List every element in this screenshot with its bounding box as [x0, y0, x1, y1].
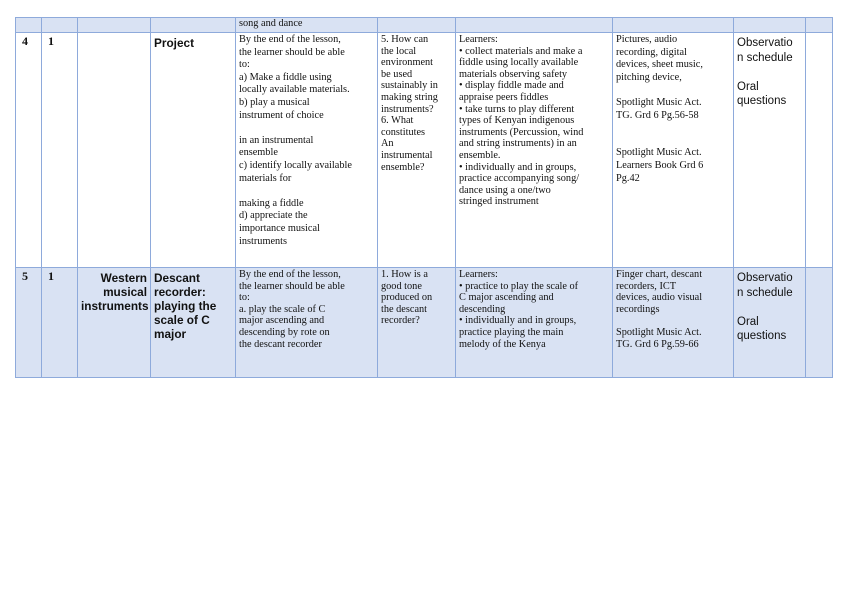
scheme-of-work-table — [15, 17, 833, 378]
outcomes-cell: By the end of the lesson, the learner should be able to: a) Make a fiddle using locally available materials. b) play a musical instrument of choice in an instrumental ensemble c) identify locally available materials for making a fiddle d) appreciate the importance musical instruments — [236, 33, 378, 268]
inquiry-cell: 1. How is a good tone produced on the descant recorder? — [378, 268, 456, 378]
experiences-cell — [456, 18, 613, 33]
resources-cell: Pictures, audio recording, digital devices, sheet music, pitching device, Spotlight Music Act. TG. Grd 6 Pg.56-58 Spotlight Music Act. Learners Book Grd 6 Pg.42 — [613, 33, 734, 268]
lesson-cell: 1 — [42, 268, 78, 378]
lesson-cell: 1 — [42, 33, 78, 268]
assessment-cell: Observatio n schedule Oral questions — [734, 268, 806, 378]
remarks-cell — [806, 268, 833, 378]
strand-cell — [78, 33, 151, 268]
strand-cell: Western musical instruments — [78, 268, 151, 378]
table-row — [16, 268, 833, 378]
outcomes-cell: song and dance — [236, 18, 378, 33]
sub-strand-cell — [151, 18, 236, 33]
experiences-cell: Learners: • collect materials and make a fiddle using locally available materials observing safety • display fiddle made and appraise peers fiddles • take turns to play different types of Kenyan indigenous instruments (Percussion, wind and string instruments) in an ensemble. • individually and in groups, practice accompanying song/ dance using a one/two stringed instrument — [456, 33, 613, 268]
resources-cell — [613, 18, 734, 33]
strand-cell — [78, 18, 151, 33]
lesson-cell — [42, 18, 78, 33]
inquiry-cell — [378, 18, 456, 33]
outcomes-cell: By the end of the lesson, the learner should be able to: a. play the scale of C major ascending and descending by rote on the descant recorder — [236, 268, 378, 378]
table-row — [16, 18, 833, 33]
sub-strand-cell: Descant recorder: playing the scale of C major — [151, 268, 236, 378]
assessment-cell: Observatio n schedule Oral questions — [734, 33, 806, 268]
inquiry-cell: 5. How can the local environment be used sustainably in making string instruments? 6. What constitutes An instrumental ensemble? — [378, 33, 456, 268]
remarks-cell — [806, 33, 833, 268]
assessment-cell — [734, 18, 806, 33]
sub-strand-cell: Project — [151, 33, 236, 268]
resources-cell: Finger chart, descant recorders, ICT devices, audio visual recordings Spotlight Music Act. TG. Grd 6 Pg.59-66 — [613, 268, 734, 378]
experiences-cell: Learners: • practice to play the scale of C major ascending and descending • individually and in groups, practice playing the main melody of the Kenya — [456, 268, 613, 378]
remarks-cell — [806, 18, 833, 33]
week-cell: 4 — [16, 33, 42, 268]
table-row — [16, 33, 833, 268]
week-cell — [16, 18, 42, 33]
week-cell: 5 — [16, 268, 42, 378]
